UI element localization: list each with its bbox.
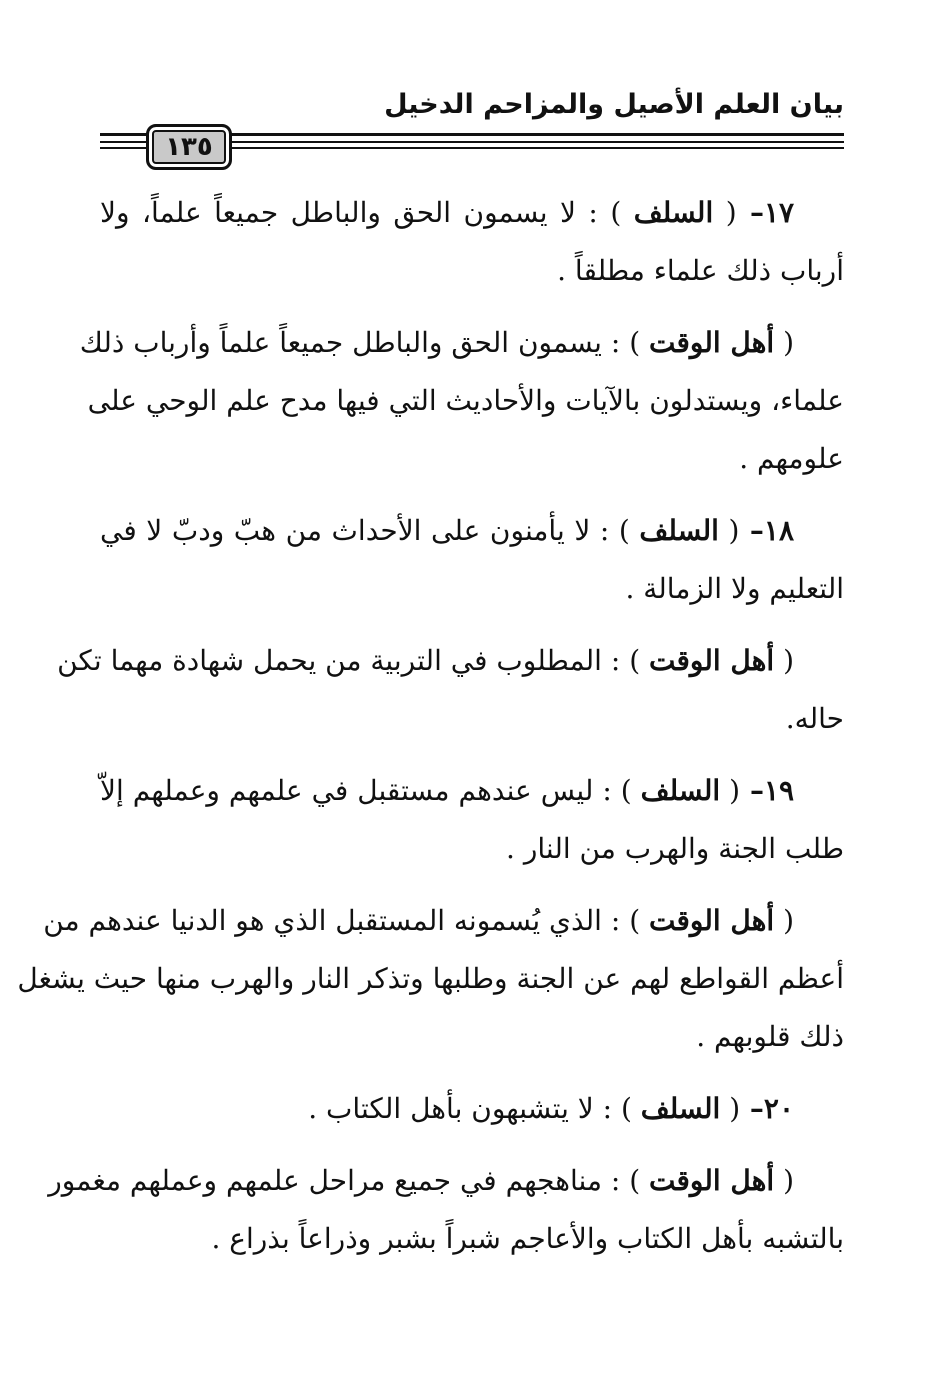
item-17-ahl-line: ( أهل الوقت ) : يسمون الحق والباطل جميعاً علماً وأرباب ذلك — [79, 326, 794, 359]
item-20-salaf-line: ٢٠– ( السلف ) : لا يتشبهون بأهل الكتاب . — [308, 1092, 794, 1125]
ahl-text: يسمون الحق والباطل جميعاً علماً وأرباب ذلك — [79, 326, 602, 359]
item-number: ١٩– — [740, 774, 795, 807]
salaf-text: لا يأمنون على الأحداث من هبّ ودبّ لا في — [100, 514, 591, 547]
item-18-salaf-line: ١٨– ( السلف ) : لا يأمنون على الأحداث من هبّ ودبّ لا في — [100, 514, 794, 547]
salaf-text: لا يتشبهون بأهل الكتاب . — [308, 1092, 594, 1125]
item-20-ahl-line-2: بالتشبه بأهل الكتاب والأعاجم شبراً بشبر وذراعاً بذراع . — [211, 1222, 844, 1255]
page-body — [17, 184, 844, 1268]
ahl-label: أهل الوقت — [649, 326, 775, 359]
salaf-label: السلف — [640, 1092, 721, 1125]
item-number: ١٧– — [736, 196, 795, 229]
ahl-text: مناهجهم في جميع مراحل علمهم وعملهم مغمور — [48, 1164, 602, 1197]
ahl-label: أهل الوقت — [649, 1164, 775, 1197]
salaf-text: ليس عندهم مستقبل في علمهم وعملهم إلاّ — [100, 774, 594, 807]
item-17-ahl-line-3: علومهم . — [739, 442, 844, 475]
item-19-ahl-line-3: ذلك قلوبهم . — [696, 1020, 844, 1053]
item-18-ahl-line: ( أهل الوقت ) : المطلوب في التربية من يحمل شهادة مهما تكن — [57, 644, 794, 677]
ahl-label: أهل الوقت — [649, 644, 775, 677]
salaf-label: السلف — [640, 774, 721, 807]
item-19-ahl-line: ( أهل الوقت ) : الذي يُسمونه المستقبل الذي هو الدنيا عندهم من — [43, 904, 794, 937]
item-17-ahl-line-2: علماء، ويستدلون بالآيات والأحاديث التي فيها مدح علم الوحي على — [87, 384, 844, 417]
ahl-text: المطلوب في التربية من يحمل شهادة مهما تكن — [57, 644, 602, 677]
item-number: ٢٠– — [740, 1092, 794, 1125]
item-17-salaf-line: ١٧– ( السلف ) : لا يسمون الحق والباطل جميعاً علماً، ولا — [100, 196, 795, 229]
salaf-text: لا يسمون الحق والباطل جميعاً علماً، ولا — [100, 196, 576, 229]
item-18-ahl-line-2: حاله. — [785, 702, 844, 735]
running-header-title: بيان العلم الأصيل والمزاحم الدخيل — [384, 89, 844, 120]
item-19-ahl-line-2: أعظم القواطع لهم عن الجنة وطلبها وتذكر النار والهرب منها حيث يشغل — [17, 962, 844, 995]
page-number-badge: ١٣٥ — [146, 124, 232, 170]
item-18-salaf-line-2: التعليم ولا الزمالة . — [625, 572, 844, 605]
ahl-text: الذي يُسمونه المستقبل الذي هو الدنيا عندهم من — [43, 904, 602, 937]
ahl-label: أهل الوقت — [649, 904, 775, 937]
salaf-label: السلف — [639, 514, 719, 547]
item-20-ahl-line: ( أهل الوقت ) : مناهجهم في جميع مراحل علمهم وعملهم مغمور — [48, 1164, 794, 1197]
item-number: ١٨– — [739, 514, 794, 547]
item-17-salaf-line-2: أرباب ذلك علماء مطلقاً . — [557, 254, 844, 287]
salaf-label: السلف — [633, 196, 714, 229]
item-19-salaf-line-2: طلب الجنة والهرب من النار . — [506, 832, 844, 865]
item-19-salaf-line: ١٩– ( السلف ) : ليس عندهم مستقبل في علمهم وعملهم إلاّ — [100, 774, 795, 807]
